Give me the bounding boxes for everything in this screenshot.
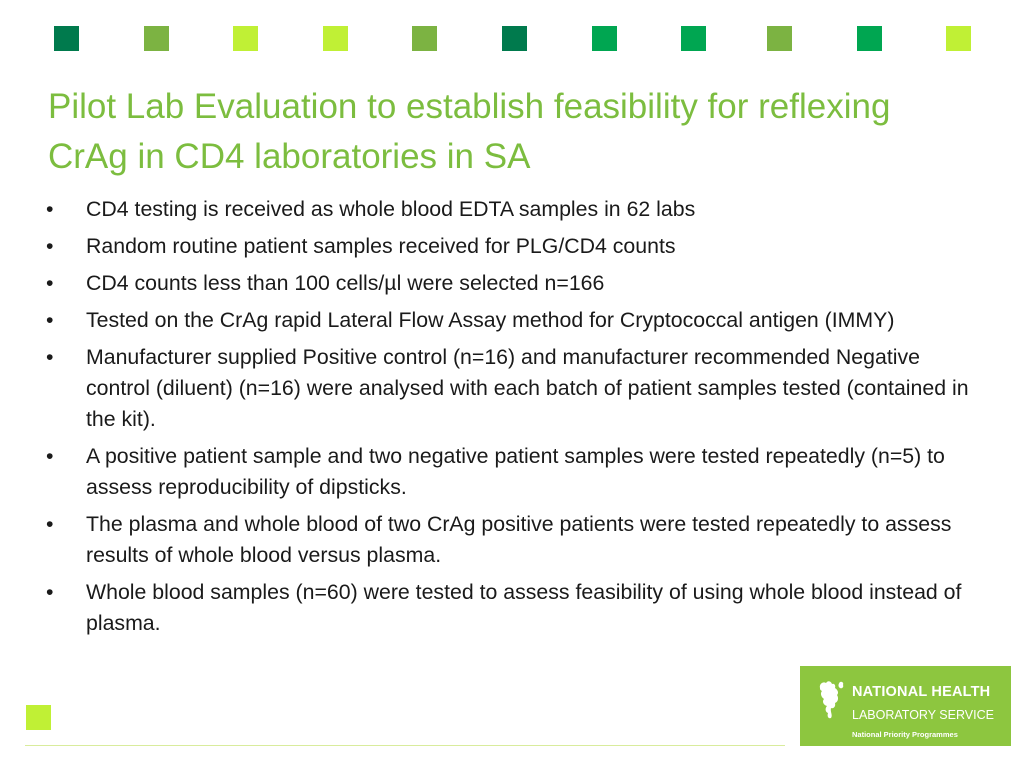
list-item	[46, 305, 976, 336]
logo-text-line1: NATIONAL HEALTH	[852, 684, 991, 700]
bullet-icon: •	[46, 197, 54, 221]
bullet-text: The plasma and whole blood of two CrAg positive patients were tested repeatedly to assess results of whole blood versus plasma.	[86, 512, 952, 567]
bullet-icon: •	[46, 271, 54, 295]
list-item	[46, 231, 976, 262]
decor-square	[144, 26, 169, 51]
slide-title: Pilot Lab Evaluation to establish feasibility for reflexing CrAg in CD4 laboratories in SA	[48, 87, 891, 176]
decor-square	[767, 26, 792, 51]
list-item	[46, 194, 976, 225]
decor-square	[857, 26, 882, 51]
bullet-text: Manufacturer supplied Positive control (n=16) and manufacturer recommended Negative control (diluent) (n=16) were analysed with each batch of patient samples tested (contained in the kit).	[86, 345, 969, 431]
bullet-list	[46, 194, 976, 645]
decor-square	[412, 26, 437, 51]
bullet-text: CD4 counts less than 100 cells/µl were selected n=166	[86, 271, 605, 295]
logo-text-line2: LABORATORY SERVICE	[852, 708, 994, 722]
south-africa-map-icon	[816, 678, 846, 722]
decor-square	[233, 26, 258, 51]
decor-square	[323, 26, 348, 51]
bullet-text: Tested on the CrAg rapid Lateral Flow Assay method for Cryptococcal antigen (IMMY)	[86, 308, 895, 332]
list-item	[46, 268, 976, 299]
list-item	[46, 577, 976, 639]
list-item	[46, 342, 976, 435]
bullet-icon: •	[46, 512, 54, 536]
decor-square	[502, 26, 527, 51]
bullet-icon: •	[46, 345, 54, 369]
decor-square-bottom	[26, 705, 51, 730]
list-item	[46, 509, 976, 571]
bullet-text: CD4 testing is received as whole blood EDTA samples in 62 labs	[86, 197, 696, 221]
decor-square	[946, 26, 971, 51]
footer-divider	[25, 745, 785, 746]
bullet-icon: •	[46, 580, 54, 604]
list-item	[46, 441, 976, 503]
bullet-text: A positive patient sample and two negative patient samples were tested repeatedly (n=5) to assess reproducibility of dipsticks.	[86, 444, 945, 499]
nhls-logo	[800, 666, 1011, 746]
bullet-icon: •	[46, 444, 54, 468]
decor-square	[681, 26, 706, 51]
logo-tagline: National Priority Programmes	[852, 730, 958, 739]
bullet-icon: •	[46, 308, 54, 332]
decor-square	[592, 26, 617, 51]
bullet-icon: •	[46, 234, 54, 258]
bullet-text: Random routine patient samples received for PLG/CD4 counts	[86, 234, 676, 258]
bullet-text: Whole blood samples (n=60) were tested to assess feasibility of using whole blood instead of plasma.	[86, 580, 962, 635]
decor-square	[54, 26, 79, 51]
